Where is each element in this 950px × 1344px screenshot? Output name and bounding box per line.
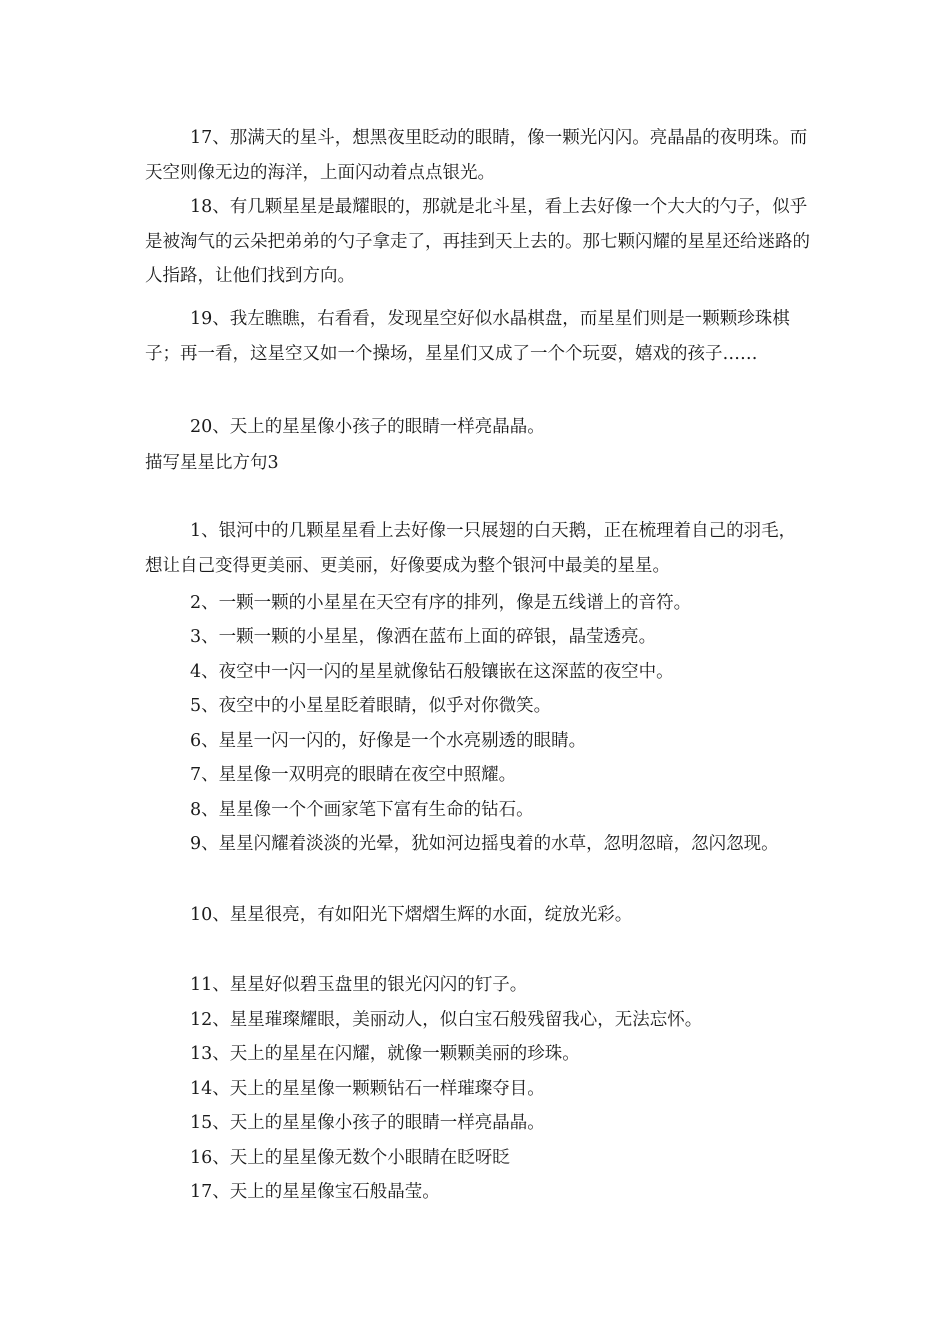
item-8: 8、星星像一个个画家笔下富有生命的钻石。 [190,800,534,820]
item-17: 17、天上的星星像宝石般晶莹。 [190,1182,440,1202]
item-10: 10、星星很亮，有如阳光下熠熠生辉的水面，绽放光彩。 [190,905,633,925]
item-3: 3、一颗一颗的小星星，像洒在蓝布上面的碎银，晶莹透亮。 [190,627,657,647]
item-1: 1、银河中的几颗星星看上去好像一只展翅的白天鹅，正在梳理着自己的羽毛，想让自己变得更美丽、更美丽，好像要成为整个银河中最美的星星。 [145,521,797,576]
item-13: 13、天上的星星在闪耀，就像一颗颗美丽的珍珠。 [190,1044,580,1064]
paragraph-17-top: 17、那满天的星斗，想黑夜里眨动的眼睛，像一颗光闪闪。亮晶晶的夜明珠。而天空则像无边的海洋，上面闪动着点点银光。 [145,128,808,183]
item-5: 5、夜空中的小星星眨着眼睛，似乎对你微笑。 [190,696,552,716]
item-2: 2、一颗一颗的小星星在天空有序的排列，像是五线谱上的音符。 [190,593,692,613]
item-9: 9、星星闪耀着淡淡的光晕，犹如河边摇曳着的水草，忽明忽暗，忽闪忽现。 [190,834,779,854]
paragraph-19-top: 19、我左瞧瞧，右看看，发现星空好似水晶棋盘，而星星们则是一颗颗珍珠棋子；再一看，这星空又如一个操场，星星们又成了一个个玩耍，嬉戏的孩子…… [145,309,790,364]
paragraph-18-top: 18、有几颗星星是最耀眼的，那就是北斗星，看上去好像一个大大的勺子，似乎是被淘气的云朵把弟弟的勺子拿走了，再挂到天上去的。那七颗闪耀的星星还给迷路的人指路，让他们找到方向。 [145,197,810,286]
item-12: 12、星星璀璨耀眼，美丽动人，似白宝石般残留我心，无法忘怀。 [190,1010,703,1030]
item-11: 11、星星好似碧玉盘里的银光闪闪的钉子。 [190,975,528,995]
item-4: 4、夜空中一闪一闪的星星就像钻石般镶嵌在这深蓝的夜空中。 [190,662,674,682]
item-6: 6、星星一闪一闪的，好像是一个水亮剔透的眼睛。 [190,731,587,751]
item-15: 15、天上的星星像小孩子的眼睛一样亮晶晶。 [190,1113,545,1133]
item-14: 14、天上的星星像一颗颗钻石一样璀璨夺目。 [190,1079,545,1099]
paragraph-20-top: 20、天上的星星像小孩子的眼睛一样亮晶晶。 [190,417,545,437]
item-7: 7、星星像一双明亮的眼睛在夜空中照耀。 [190,765,517,785]
section-title: 描写星星比方句3 [145,453,279,473]
item-16: 16、天上的星星像无数个小眼睛在眨呀眨 [190,1148,510,1168]
